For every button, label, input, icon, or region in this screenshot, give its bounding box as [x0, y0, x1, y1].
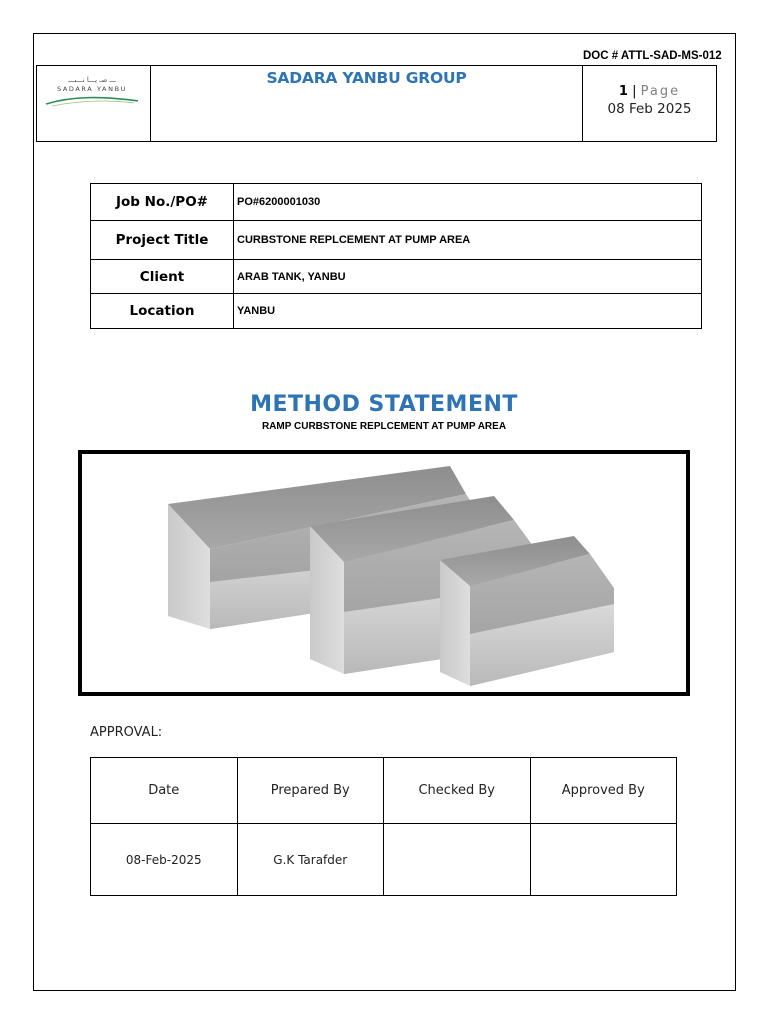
- page-indicator: [583, 84, 716, 99]
- approval-approved-by-value: [530, 824, 677, 896]
- info-value: PO#6200001030: [234, 184, 702, 221]
- logo-arabic-script: ـــ ﺻـ ﻳـــﺎ ﻧـــﺒـــ: [68, 76, 116, 84]
- document-date: 08 Feb 2025: [607, 101, 692, 117]
- info-label: Project Title: [91, 221, 234, 260]
- info-value: CURBSTONE REPLCEMENT AT PUMP AREA: [234, 221, 702, 260]
- approval-header-row: [91, 758, 677, 824]
- page-info-cell: [583, 66, 717, 142]
- page-border-bottom: [33, 990, 736, 991]
- approval-header-checked-by: Checked By: [384, 758, 531, 824]
- info-value: ARAB TANK, YANBU: [234, 260, 702, 294]
- curbstone-illustration: [82, 454, 686, 692]
- info-row-client: [91, 260, 702, 294]
- info-label: Client: [91, 260, 234, 294]
- logo-text: SADARA YANBU: [57, 85, 127, 93]
- page-separator: |: [627, 84, 641, 99]
- approval-prepared-by-value: G.K Tarafder: [237, 824, 384, 896]
- info-row-project-title: [91, 221, 702, 260]
- page-word: Page: [640, 84, 681, 99]
- curbstone-small: [440, 536, 614, 686]
- company-logo: [42, 76, 142, 116]
- company-name: SADARA YANBU GROUP: [266, 69, 467, 87]
- project-info-table: [90, 183, 702, 329]
- info-label: Location: [91, 294, 234, 329]
- page-number: 1: [618, 84, 628, 99]
- approval-label: APPROVAL:: [90, 725, 163, 740]
- approval-header-approved-by: Approved By: [530, 758, 677, 824]
- approval-date-value: 08-Feb-2025: [91, 824, 238, 896]
- info-row-location: [91, 294, 702, 329]
- logo-cell: [37, 66, 151, 142]
- approval-header-date: Date: [91, 758, 238, 824]
- info-value: YANBU: [234, 294, 702, 329]
- info-row-job-number: [91, 184, 702, 221]
- logo-swoosh-icon: [42, 94, 142, 108]
- approval-header-prepared-by: Prepared By: [237, 758, 384, 824]
- document-subtitle: RAMP CURBSTONE REPLCEMENT AT PUMP AREA: [261, 421, 507, 432]
- info-label: Job No./PO#: [91, 184, 234, 221]
- approval-checked-by-value: [384, 824, 531, 896]
- header-table: [36, 65, 717, 142]
- company-cell: [151, 66, 583, 142]
- approval-value-row: [91, 824, 677, 896]
- document-title: METHOD STATEMENT: [250, 392, 518, 417]
- approval-table: [90, 757, 677, 896]
- document-number: DOC # ATTL-SAD-MS-012: [583, 50, 722, 62]
- curbstone-image: [78, 450, 690, 696]
